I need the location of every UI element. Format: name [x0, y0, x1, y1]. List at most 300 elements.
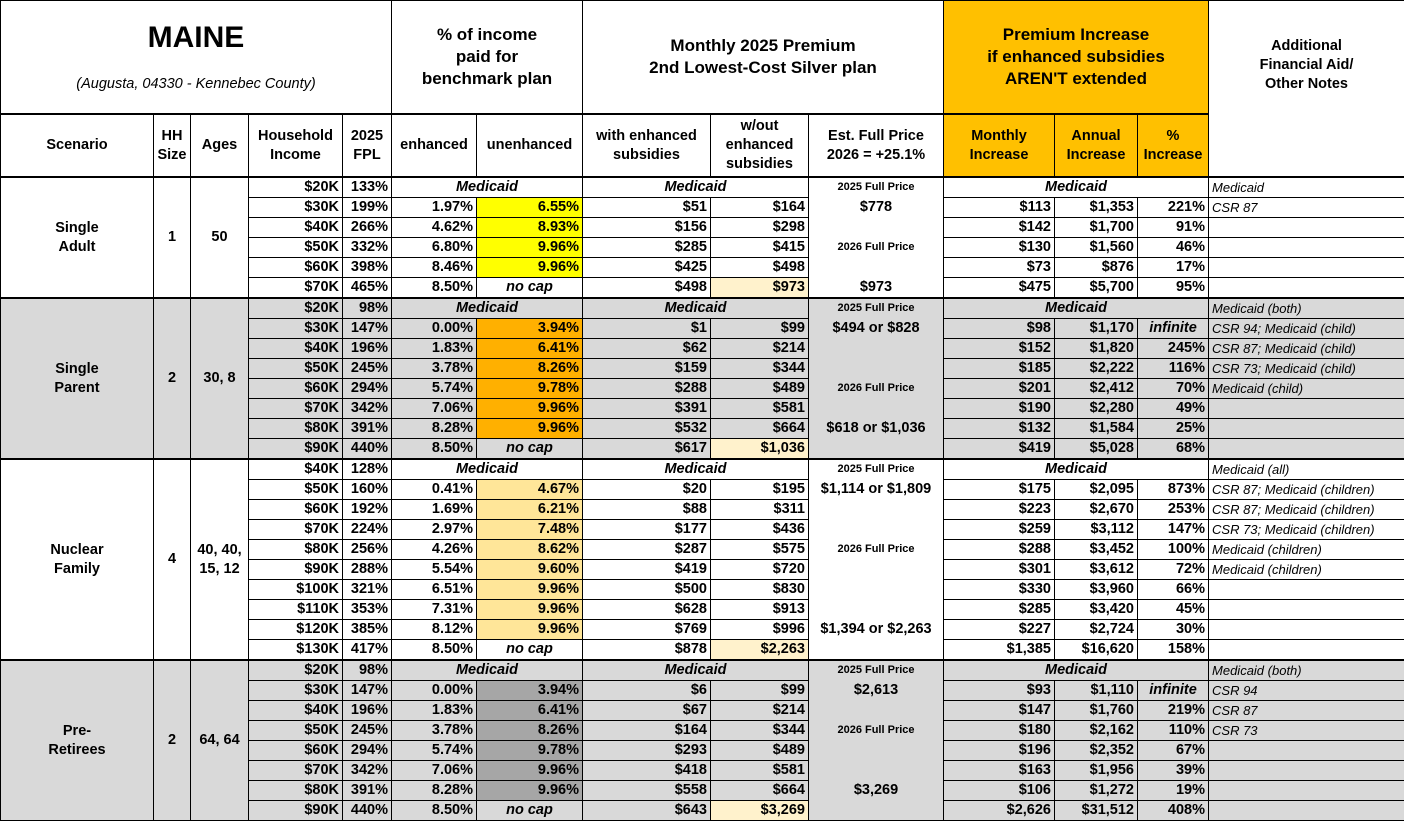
fpl-percent: 294% — [343, 379, 392, 399]
without-enhanced-premium: $311 — [711, 500, 809, 520]
with-enhanced-premium: $500 — [583, 580, 711, 600]
medicaid-label: Medicaid — [392, 459, 583, 480]
column-header-unenhanced: unenhanced — [477, 114, 583, 177]
household-income: $50K — [249, 359, 343, 379]
pct-increase: 68% — [1138, 439, 1209, 460]
note — [1209, 238, 1404, 258]
column-header-without-enhanced: w/out enhanced subsidies — [711, 114, 809, 177]
unenhanced-pct: 7.48% — [477, 520, 583, 540]
unenhanced-pct: 9.96% — [477, 419, 583, 439]
fpl-percent: 288% — [343, 560, 392, 580]
est-full-price — [809, 741, 944, 761]
annual-increase: $3,452 — [1055, 540, 1138, 560]
pct-increase: 116% — [1138, 359, 1209, 379]
household-income: $80K — [249, 781, 343, 801]
note — [1209, 761, 1404, 781]
with-enhanced-premium: $285 — [583, 238, 711, 258]
est-full-price — [809, 701, 944, 721]
without-enhanced-premium: $344 — [711, 721, 809, 741]
unenhanced-pct: 3.94% — [477, 319, 583, 339]
household-income: $120K — [249, 620, 343, 640]
without-enhanced-premium: $298 — [711, 218, 809, 238]
scenario-label: Single Parent — [1, 298, 154, 459]
unenhanced-pct: 9.78% — [477, 741, 583, 761]
fpl-percent: 133% — [343, 177, 392, 198]
fpl-percent: 342% — [343, 761, 392, 781]
pct-increase: 158% — [1138, 640, 1209, 661]
table-row — [1, 660, 1404, 681]
column-header-fpl: 2025 FPL — [343, 114, 392, 177]
without-enhanced-premium: $3,269 — [711, 801, 809, 821]
est-full-price — [809, 761, 944, 781]
enhanced-pct: 8.50% — [392, 801, 477, 821]
note: Medicaid (both) — [1209, 660, 1404, 681]
annual-increase: $16,620 — [1055, 640, 1138, 661]
fpl-percent: 417% — [343, 640, 392, 661]
annual-increase: $2,162 — [1055, 721, 1138, 741]
unenhanced-pct: 9.96% — [477, 580, 583, 600]
page-subtitle: (Augusta, 04330 - Kennebec County) — [4, 75, 388, 94]
note: CSR 73; Medicaid (child) — [1209, 359, 1404, 379]
enhanced-pct: 4.62% — [392, 218, 477, 238]
without-enhanced-premium: $498 — [711, 258, 809, 278]
note — [1209, 399, 1404, 419]
note: CSR 94; Medicaid (child) — [1209, 319, 1404, 339]
household-income: $80K — [249, 540, 343, 560]
household-income: $130K — [249, 640, 343, 661]
note: Medicaid (all) — [1209, 459, 1404, 480]
fpl-percent: 332% — [343, 238, 392, 258]
household-income: $90K — [249, 801, 343, 821]
note — [1209, 278, 1404, 299]
annual-increase: $1,760 — [1055, 701, 1138, 721]
unenhanced-pct: 9.96% — [477, 600, 583, 620]
annual-increase: $3,960 — [1055, 580, 1138, 600]
annual-increase: $2,280 — [1055, 399, 1138, 419]
monthly-increase: $142 — [944, 218, 1055, 238]
without-enhanced-premium: $1,036 — [711, 439, 809, 460]
note — [1209, 600, 1404, 620]
enhanced-pct: 8.12% — [392, 620, 477, 640]
household-income: $80K — [249, 419, 343, 439]
household-income: $20K — [249, 298, 343, 319]
fpl-percent: 391% — [343, 419, 392, 439]
without-enhanced-premium: $214 — [711, 339, 809, 359]
household-income: $70K — [249, 761, 343, 781]
enhanced-pct: 7.06% — [392, 399, 477, 419]
with-enhanced-premium: $62 — [583, 339, 711, 359]
enhanced-pct: 8.28% — [392, 781, 477, 801]
unenhanced-pct: 6.41% — [477, 701, 583, 721]
hh-size: 2 — [154, 660, 191, 821]
enhanced-pct: 0.00% — [392, 681, 477, 701]
note — [1209, 439, 1404, 460]
est-full-price — [809, 520, 944, 540]
medicaid-label: Medicaid — [392, 298, 583, 319]
monthly-increase: $106 — [944, 781, 1055, 801]
enhanced-pct: 1.97% — [392, 198, 477, 218]
note: CSR 73; Medicaid (children) — [1209, 520, 1404, 540]
with-enhanced-premium: $628 — [583, 600, 711, 620]
table-row — [1, 298, 1404, 319]
medicaid-label: Medicaid — [583, 459, 809, 480]
pct-increase: 30% — [1138, 620, 1209, 640]
medicaid-label: Medicaid — [583, 177, 809, 198]
unenhanced-pct: 9.96% — [477, 238, 583, 258]
fpl-percent: 245% — [343, 359, 392, 379]
monthly-increase: $147 — [944, 701, 1055, 721]
note — [1209, 218, 1404, 238]
annual-increase: $2,724 — [1055, 620, 1138, 640]
annual-increase: $1,560 — [1055, 238, 1138, 258]
fpl-percent: 440% — [343, 801, 392, 821]
fpl-percent: 321% — [343, 580, 392, 600]
column-header-monthly-increase: Monthly Increase — [944, 114, 1055, 177]
column-header-annual-increase: Annual Increase — [1055, 114, 1138, 177]
enhanced-pct: 2.97% — [392, 520, 477, 540]
est-full-price — [809, 580, 944, 600]
fpl-percent: 266% — [343, 218, 392, 238]
fpl-percent: 147% — [343, 319, 392, 339]
enhanced-pct: 3.78% — [392, 359, 477, 379]
medicaid-label: Medicaid — [583, 660, 809, 681]
note — [1209, 801, 1404, 821]
est-full-price: $778 — [809, 198, 944, 218]
est-full-price: 2026 Full Price — [809, 721, 944, 741]
enhanced-pct: 1.83% — [392, 701, 477, 721]
unenhanced-pct: 8.93% — [477, 218, 583, 238]
unenhanced-pct: no cap — [477, 640, 583, 661]
note: Medicaid (both) — [1209, 298, 1404, 319]
household-income: $50K — [249, 480, 343, 500]
unenhanced-pct: 8.62% — [477, 540, 583, 560]
pct-increase: 91% — [1138, 218, 1209, 238]
pct-increase: 221% — [1138, 198, 1209, 218]
annual-increase: $3,420 — [1055, 600, 1138, 620]
est-full-price: 2026 Full Price — [809, 238, 944, 258]
note: Medicaid (children) — [1209, 540, 1404, 560]
annual-increase: $1,584 — [1055, 419, 1138, 439]
monthly-increase: $98 — [944, 319, 1055, 339]
note — [1209, 741, 1404, 761]
note — [1209, 258, 1404, 278]
monthly-increase: $301 — [944, 560, 1055, 580]
ages: 40, 40, 15, 12 — [191, 459, 249, 660]
note — [1209, 781, 1404, 801]
est-full-price: 2026 Full Price — [809, 379, 944, 399]
ages: 30, 8 — [191, 298, 249, 459]
annual-increase: $876 — [1055, 258, 1138, 278]
fpl-percent: 353% — [343, 600, 392, 620]
pct-increase: 95% — [1138, 278, 1209, 299]
medicaid-label: Medicaid — [944, 459, 1209, 480]
fpl-percent: 192% — [343, 500, 392, 520]
with-enhanced-premium: $769 — [583, 620, 711, 640]
pct-increase: 72% — [1138, 560, 1209, 580]
without-enhanced-premium: $581 — [711, 399, 809, 419]
fpl-percent: 398% — [343, 258, 392, 278]
household-income: $60K — [249, 379, 343, 399]
ages: 50 — [191, 177, 249, 298]
note: CSR 87 — [1209, 701, 1404, 721]
monthly-increase: $180 — [944, 721, 1055, 741]
annual-increase: $1,353 — [1055, 198, 1138, 218]
enhanced-pct: 0.41% — [392, 480, 477, 500]
with-enhanced-premium: $643 — [583, 801, 711, 821]
pct-increase: infinite — [1138, 319, 1209, 339]
enhanced-pct: 8.50% — [392, 278, 477, 299]
with-enhanced-premium: $287 — [583, 540, 711, 560]
fpl-percent: 391% — [343, 781, 392, 801]
enhanced-pct: 4.26% — [392, 540, 477, 560]
with-enhanced-premium: $418 — [583, 761, 711, 781]
unenhanced-pct: 9.96% — [477, 620, 583, 640]
enhanced-pct: 7.31% — [392, 600, 477, 620]
table-row — [1, 177, 1404, 198]
monthly-increase: $1,385 — [944, 640, 1055, 661]
with-enhanced-premium: $532 — [583, 419, 711, 439]
household-income: $30K — [249, 198, 343, 218]
pct-increase: 67% — [1138, 741, 1209, 761]
note — [1209, 640, 1404, 661]
with-enhanced-premium: $617 — [583, 439, 711, 460]
enhanced-pct: 5.74% — [392, 379, 477, 399]
enhanced-pct: 1.83% — [392, 339, 477, 359]
pct-increase: 46% — [1138, 238, 1209, 258]
column-header-with-enhanced: with enhanced subsidies — [583, 114, 711, 177]
household-income: $70K — [249, 520, 343, 540]
annual-increase: $1,956 — [1055, 761, 1138, 781]
without-enhanced-premium: $99 — [711, 681, 809, 701]
annual-increase: $2,412 — [1055, 379, 1138, 399]
with-enhanced-premium: $498 — [583, 278, 711, 299]
unenhanced-pct: 9.96% — [477, 781, 583, 801]
monthly-increase: $163 — [944, 761, 1055, 781]
scenario-label: Pre- Retirees — [1, 660, 154, 821]
monthly-increase: $175 — [944, 480, 1055, 500]
enhanced-pct: 8.50% — [392, 640, 477, 661]
column-header-pct-increase: % Increase — [1138, 114, 1209, 177]
annual-increase: $2,095 — [1055, 480, 1138, 500]
fpl-percent: 245% — [343, 721, 392, 741]
fpl-percent: 465% — [343, 278, 392, 299]
est-full-price: 2025 Full Price — [809, 177, 944, 198]
monthly-increase: $113 — [944, 198, 1055, 218]
without-enhanced-premium: $664 — [711, 419, 809, 439]
est-full-price — [809, 439, 944, 460]
household-income: $60K — [249, 258, 343, 278]
pct-increase: 19% — [1138, 781, 1209, 801]
hh-size: 2 — [154, 298, 191, 459]
monthly-increase: $2,626 — [944, 801, 1055, 821]
pct-increase: 17% — [1138, 258, 1209, 278]
est-full-price — [809, 339, 944, 359]
with-enhanced-premium: $177 — [583, 520, 711, 540]
enhanced-pct: 6.80% — [392, 238, 477, 258]
with-enhanced-premium: $1 — [583, 319, 711, 339]
monthly-increase: $132 — [944, 419, 1055, 439]
monthly-increase: $190 — [944, 399, 1055, 419]
fpl-percent: 199% — [343, 198, 392, 218]
fpl-percent: 160% — [343, 480, 392, 500]
fpl-percent: 224% — [343, 520, 392, 540]
household-income: $70K — [249, 278, 343, 299]
household-income: $60K — [249, 741, 343, 761]
without-enhanced-premium: $164 — [711, 198, 809, 218]
with-enhanced-premium: $419 — [583, 560, 711, 580]
pct-increase: infinite — [1138, 681, 1209, 701]
unenhanced-pct: 8.26% — [477, 359, 583, 379]
without-enhanced-premium: $436 — [711, 520, 809, 540]
unenhanced-pct: 6.21% — [477, 500, 583, 520]
without-enhanced-premium: $720 — [711, 560, 809, 580]
unenhanced-pct: 6.55% — [477, 198, 583, 218]
fpl-percent: 147% — [343, 681, 392, 701]
est-full-price — [809, 560, 944, 580]
est-full-price: 2025 Full Price — [809, 660, 944, 681]
with-enhanced-premium: $558 — [583, 781, 711, 801]
without-enhanced-premium: $99 — [711, 319, 809, 339]
est-full-price: 2025 Full Price — [809, 459, 944, 480]
est-full-price: 2026 Full Price — [809, 540, 944, 560]
column-header-ages: Ages — [191, 114, 249, 177]
monthly-increase: $93 — [944, 681, 1055, 701]
note — [1209, 580, 1404, 600]
without-enhanced-premium: $664 — [711, 781, 809, 801]
medicaid-label: Medicaid — [392, 660, 583, 681]
est-full-price — [809, 359, 944, 379]
est-full-price: $1,114 or $1,809 — [809, 480, 944, 500]
pct-increase: 25% — [1138, 419, 1209, 439]
column-header-est-full-price: Est. Full Price 2026 = +25.1% — [809, 114, 944, 177]
enhanced-pct: 3.78% — [392, 721, 477, 741]
unenhanced-pct: 6.41% — [477, 339, 583, 359]
household-income: $40K — [249, 339, 343, 359]
unenhanced-pct: no cap — [477, 278, 583, 299]
household-income: $20K — [249, 660, 343, 681]
without-enhanced-premium: $913 — [711, 600, 809, 620]
unenhanced-pct: 9.60% — [477, 560, 583, 580]
monthly-increase: $285 — [944, 600, 1055, 620]
note: CSR 87; Medicaid (children) — [1209, 480, 1404, 500]
pct-increase: 49% — [1138, 399, 1209, 419]
scenario-label: Nuclear Family — [1, 459, 154, 660]
note: Medicaid — [1209, 177, 1404, 198]
without-enhanced-premium: $830 — [711, 580, 809, 600]
with-enhanced-premium: $67 — [583, 701, 711, 721]
without-enhanced-premium: $575 — [711, 540, 809, 560]
fpl-percent: 440% — [343, 439, 392, 460]
note: CSR 87 — [1209, 198, 1404, 218]
enhanced-pct: 5.74% — [392, 741, 477, 761]
monthly-premium-header: Monthly 2025 Premium 2nd Lowest-Cost Silver plan — [583, 1, 944, 115]
without-enhanced-premium: $2,263 — [711, 640, 809, 661]
note — [1209, 620, 1404, 640]
with-enhanced-premium: $159 — [583, 359, 711, 379]
with-enhanced-premium: $878 — [583, 640, 711, 661]
monthly-increase: $259 — [944, 520, 1055, 540]
pct-increase: 45% — [1138, 600, 1209, 620]
without-enhanced-premium: $344 — [711, 359, 809, 379]
page-title: MAINE — [4, 20, 388, 56]
annual-increase: $2,352 — [1055, 741, 1138, 761]
fpl-percent: 294% — [343, 741, 392, 761]
household-income: $40K — [249, 218, 343, 238]
monthly-increase: $130 — [944, 238, 1055, 258]
enhanced-pct: 7.06% — [392, 761, 477, 781]
ages: 64, 64 — [191, 660, 249, 821]
enhanced-pct: 0.00% — [392, 319, 477, 339]
with-enhanced-premium: $391 — [583, 399, 711, 419]
annual-increase: $2,670 — [1055, 500, 1138, 520]
note: CSR 73 — [1209, 721, 1404, 741]
est-full-price — [809, 399, 944, 419]
without-enhanced-premium: $996 — [711, 620, 809, 640]
fpl-percent: 256% — [343, 540, 392, 560]
without-enhanced-premium: $195 — [711, 480, 809, 500]
monthly-increase: $152 — [944, 339, 1055, 359]
est-full-price: $3,269 — [809, 781, 944, 801]
unenhanced-pct: 9.96% — [477, 258, 583, 278]
note: CSR 94 — [1209, 681, 1404, 701]
annual-increase: $3,612 — [1055, 560, 1138, 580]
pct-increase: 66% — [1138, 580, 1209, 600]
with-enhanced-premium: $51 — [583, 198, 711, 218]
column-header-household-income: Household Income — [249, 114, 343, 177]
with-enhanced-premium: $164 — [583, 721, 711, 741]
hh-size: 1 — [154, 177, 191, 298]
annual-increase: $5,700 — [1055, 278, 1138, 299]
pct-income-header: % of income paid for benchmark plan — [392, 1, 583, 115]
hh-size: 4 — [154, 459, 191, 660]
unenhanced-pct: 9.96% — [477, 399, 583, 419]
household-income: $100K — [249, 580, 343, 600]
enhanced-pct: 8.28% — [392, 419, 477, 439]
notes-header: Additional Financial Aid/ Other Notes — [1209, 1, 1404, 178]
monthly-increase: $223 — [944, 500, 1055, 520]
unenhanced-pct: no cap — [477, 439, 583, 460]
pct-increase: 408% — [1138, 801, 1209, 821]
household-income: $50K — [249, 238, 343, 258]
without-enhanced-premium: $581 — [711, 761, 809, 781]
household-income: $110K — [249, 600, 343, 620]
annual-increase: $1,272 — [1055, 781, 1138, 801]
est-full-price: 2025 Full Price — [809, 298, 944, 319]
household-income: $30K — [249, 319, 343, 339]
scenario-label: Single Adult — [1, 177, 154, 298]
enhanced-pct: 8.46% — [392, 258, 477, 278]
note: Medicaid (children) — [1209, 560, 1404, 580]
without-enhanced-premium: $214 — [711, 701, 809, 721]
est-full-price — [809, 500, 944, 520]
est-full-price: $618 or $1,036 — [809, 419, 944, 439]
without-enhanced-premium: $973 — [711, 278, 809, 299]
household-income: $30K — [249, 681, 343, 701]
note — [1209, 419, 1404, 439]
annual-increase: $1,170 — [1055, 319, 1138, 339]
annual-increase: $2,222 — [1055, 359, 1138, 379]
with-enhanced-premium: $6 — [583, 681, 711, 701]
monthly-increase: $73 — [944, 258, 1055, 278]
est-full-price — [809, 600, 944, 620]
enhanced-pct: 8.50% — [392, 439, 477, 460]
unenhanced-pct: 9.96% — [477, 761, 583, 781]
fpl-percent: 98% — [343, 298, 392, 319]
annual-increase: $5,028 — [1055, 439, 1138, 460]
fpl-percent: 128% — [343, 459, 392, 480]
medicaid-label: Medicaid — [944, 660, 1209, 681]
with-enhanced-premium: $20 — [583, 480, 711, 500]
